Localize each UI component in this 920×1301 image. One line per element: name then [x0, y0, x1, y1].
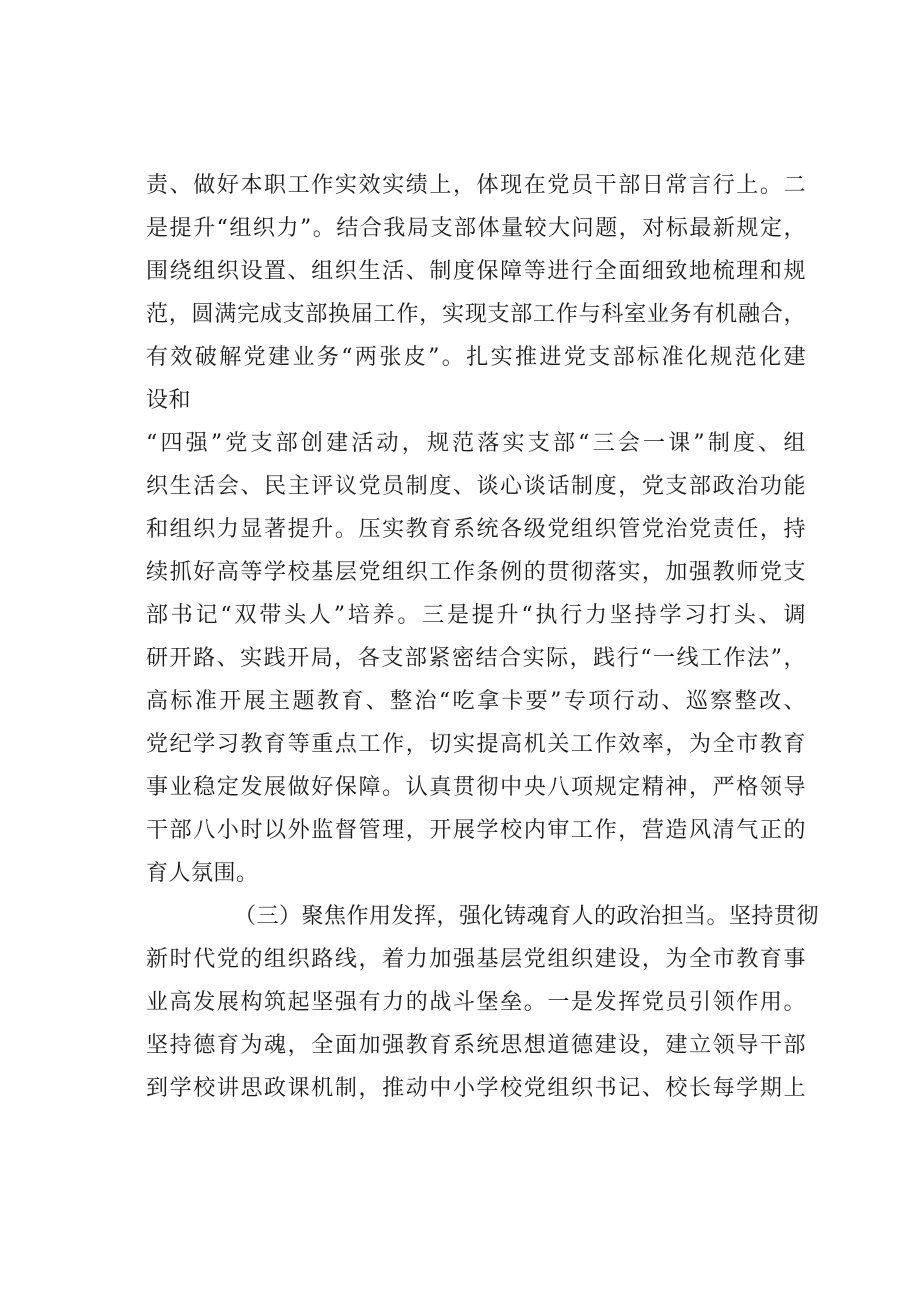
- text-line: 有效破解党建业务“两张皮”。扎实推进党支部标准化规范化建: [146, 345, 806, 370]
- text-line: 是提升“组织力”。结合我局支部体量较大问题，对标最新规定，: [146, 216, 806, 241]
- text-line: 围绕组织设置、组织生活、制度保障等进行全面细致地梳理和规: [146, 259, 806, 284]
- text-line: “四强”党支部创建活动，规范落实支部“三会一课”制度、组: [146, 431, 806, 456]
- text-line: 责、做好本职工作实效实绩上，体现在党员干部日常言行上。二: [146, 173, 806, 198]
- text-line: 高标准开展主题教育、整治“吃拿卡要”专项行动、巡察整改、: [146, 689, 806, 714]
- text-line: 研开路、实践开局，各支部紧密结合实际，践行“一线工作法”，: [146, 646, 806, 671]
- text-line: 续抓好高等学校基层党组织工作条例的贯彻落实，加强教师党支: [146, 560, 806, 585]
- paragraph-1: [146, 164, 806, 422]
- text-line: 织生活会、民主评议党员制度、谈心谈话制度，党支部政治功能: [146, 474, 806, 499]
- text-line: 和组织力显著提升。压实教育系统各级党组织管党治党责任，持: [146, 517, 806, 542]
- text-line: 业高发展构筑起坚强有力的战斗堡垒。一是发挥党员引领作用。: [146, 990, 806, 1015]
- text-line: 到学校讲思政课机制，推动中小学校党组织书记、校长每学期上: [146, 1076, 806, 1101]
- text-line: 设和: [146, 388, 192, 413]
- text-line: （三）聚焦作用发挥，强化铸魂育人的政治担当。坚持贯彻: [234, 904, 820, 929]
- text-line: 坚持德育为魂，全面加强教育系统思想道德建设，建立领导干部: [146, 1033, 806, 1058]
- text-line: 事业稳定发展做好保障。认真贯彻中央八项规定精神，严格领导: [146, 775, 806, 800]
- document-body: [146, 164, 820, 1110]
- paragraph-2: [146, 422, 806, 895]
- text-line: 党纪学习教育等重点工作，切实提高机关工作效率，为全市教育: [146, 732, 806, 757]
- text-line: 新时代党的组织路线，着力加强基层党组织建设，为全市教育事: [146, 947, 806, 972]
- text-line: 部书记“双带头人”培养。三是提升“执行力坚持学习打头、调: [146, 603, 806, 628]
- text-line: 范，圆满完成支部换届工作，实现支部工作与科室业务有机融合，: [146, 302, 806, 327]
- text-line: 育人氛围。: [146, 861, 259, 886]
- paragraph-3: [146, 895, 820, 1110]
- text-line: 干部八小时以外监督管理，开展学校内审工作，营造风清气正的: [146, 818, 806, 843]
